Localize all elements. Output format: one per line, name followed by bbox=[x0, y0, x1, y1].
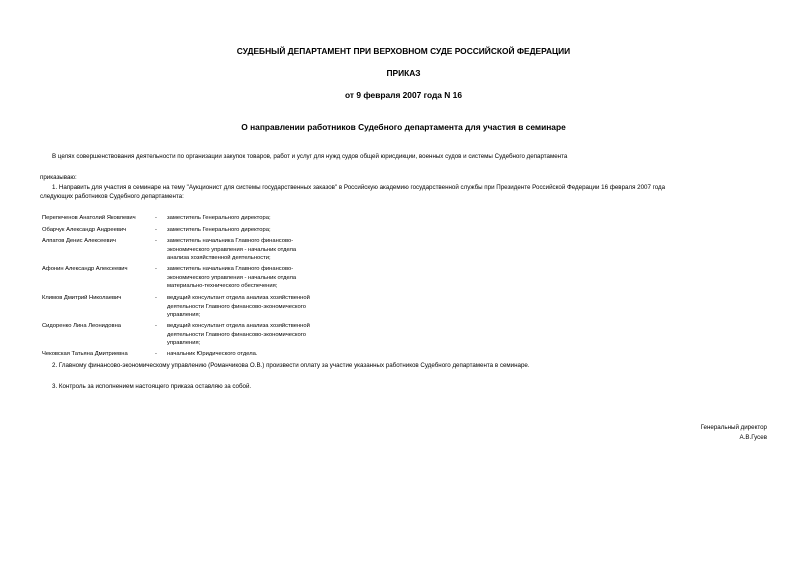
employee-name: Обарчук Александр Андреевич bbox=[42, 227, 127, 233]
document-type: ПРИКАЗ bbox=[386, 68, 421, 78]
position-line: ведущий консультант отдела анализа хозяйственной bbox=[167, 323, 310, 329]
position-line: управления; bbox=[167, 312, 201, 319]
document-date-number: от 9 февраля 2007 года N 16 bbox=[345, 90, 462, 100]
employee-name: Алпатов Денис Алексеевич bbox=[42, 238, 116, 244]
employee-position bbox=[167, 322, 367, 348]
employee-name: Афонин Александр Алексеевич bbox=[42, 266, 128, 272]
employee-position bbox=[167, 214, 367, 223]
position-line: заместитель Генерального директора; bbox=[167, 215, 271, 221]
item-2-text: 2. Главному финансово-экономическому управлению (Романчикова О.В.) произвести оплату за участие указанных работников Судебного департамента в семинаре. bbox=[52, 362, 530, 369]
item-1-text-continued: следующих работников Судебного департамента: bbox=[40, 193, 184, 200]
employee-name: Сидоренко Лина Леонидовна bbox=[42, 323, 121, 329]
dash-separator: - bbox=[155, 323, 157, 329]
employee-name: Климов Дмитрий Николаевич bbox=[42, 295, 122, 301]
position-line: заместитель начальника Главного финансово- bbox=[167, 238, 294, 244]
order-word: приказываю: bbox=[40, 174, 77, 181]
dash-separator: - bbox=[155, 351, 157, 357]
preamble-text: В целях совершенствования деятельности по организации закупок товаров, работ и услуг для нужд судов общей юрисдикции, военных судов и системы Судебного департамента bbox=[52, 153, 568, 160]
position-line: управления; bbox=[167, 340, 201, 347]
position-line: экономического управления - начальник отдела bbox=[167, 246, 297, 253]
document-subject: О направлении работников Судебного департамента для участия в семинаре bbox=[241, 122, 566, 132]
signature-name: А.В.Гусев bbox=[739, 434, 767, 441]
position-line: деятельности Главного финансово-экономического bbox=[167, 331, 306, 338]
item-1-text: 1. Направить для участия в семинаре на тему "Аукционист для системы государственных заказов" в Российскую академию государственной службы при Президенте Российской Федерации 16 февраля 2007 года bbox=[52, 184, 666, 191]
employee-position bbox=[167, 237, 367, 263]
employee-position bbox=[167, 294, 367, 320]
signature-title: Генеральный директор bbox=[700, 424, 767, 431]
position-line: экономического управления - начальник отдела bbox=[167, 274, 297, 281]
position-line: анализа хозяйственной деятельности; bbox=[167, 255, 271, 262]
position-line: заместитель начальника Главного финансово- bbox=[167, 266, 294, 272]
organization-heading: СУДЕБНЫЙ ДЕПАРТАМЕНТ ПРИ ВЕРХОВНОМ СУДЕ РОССИЙСКОЙ ФЕДЕРАЦИИ bbox=[236, 46, 571, 56]
item-3-text: 3. Контроль за исполнением настоящего приказа оставляю за собой. bbox=[52, 383, 252, 390]
position-line: заместитель Генерального директора; bbox=[167, 227, 271, 233]
dash-separator: - bbox=[155, 227, 157, 233]
dash-separator: - bbox=[155, 215, 157, 221]
position-line: начальник Юридического отдела. bbox=[167, 351, 258, 357]
position-line: деятельности Главного финансово-экономического bbox=[167, 303, 306, 310]
employee-name: Чековская Татьяна Дмитриевна bbox=[42, 351, 128, 357]
employee-position bbox=[167, 226, 367, 235]
position-line: материально-технического обеспечения; bbox=[167, 283, 278, 290]
employee-position bbox=[167, 265, 367, 291]
dash-separator: - bbox=[155, 295, 157, 301]
position-line: ведущий консультант отдела анализа хозяйственной bbox=[167, 295, 310, 301]
employee-name: Перепеченов Анатолий Яковлевич bbox=[42, 215, 136, 221]
dash-separator: - bbox=[155, 238, 157, 244]
employee-position bbox=[167, 350, 367, 359]
dash-separator: - bbox=[155, 266, 157, 272]
